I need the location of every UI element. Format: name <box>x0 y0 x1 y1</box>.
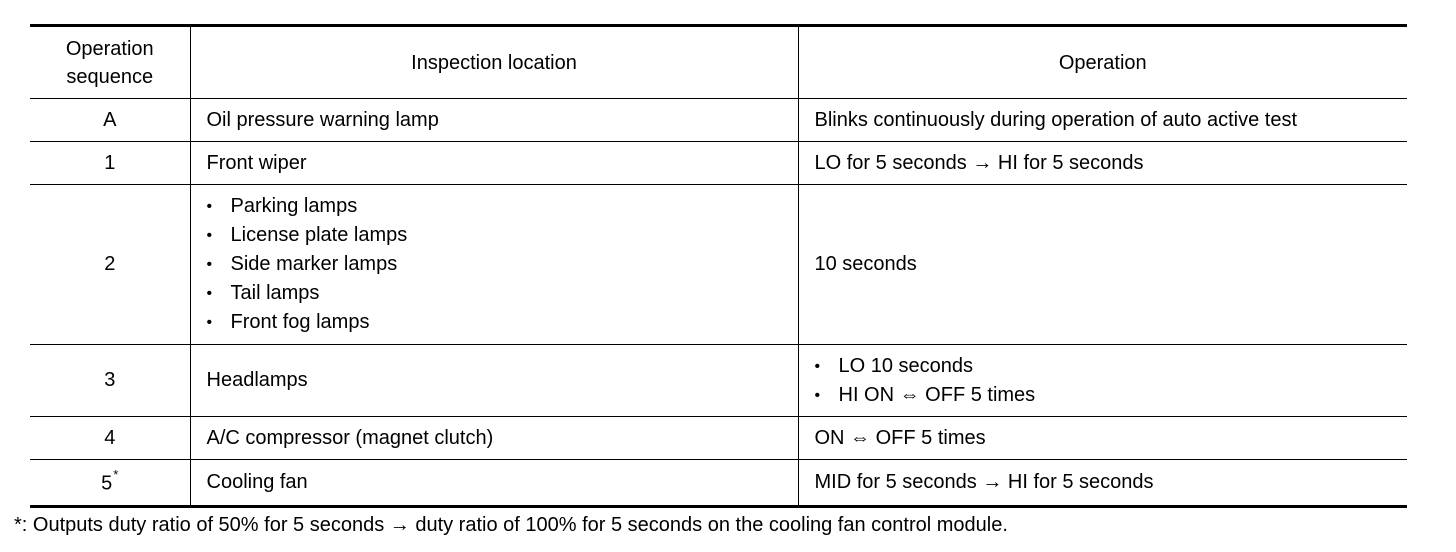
table-row <box>30 460 1407 507</box>
list-item: • Side marker lamps <box>207 250 798 279</box>
list-item: • HI ON ⇔ OFF 5 times <box>815 381 1408 410</box>
sequence-cell: 2 <box>30 185 190 345</box>
table-header-row <box>30 26 1407 99</box>
sequence-value: 5 <box>101 472 113 495</box>
location-cell: Front wiper <box>190 142 798 185</box>
header-operation-sequence-line1: Operation <box>65 37 154 60</box>
table-row <box>30 185 1407 345</box>
sequence-cell: 3 <box>30 345 190 417</box>
operation-cell: 10 seconds <box>798 185 1407 345</box>
header-operation: Operation <box>798 26 1407 99</box>
operation-cell: ON ⇔ OFF 5 times <box>798 417 1407 460</box>
location-bullet-list <box>207 192 798 337</box>
sequence-cell <box>30 460 190 507</box>
footnote-marker: * <box>113 466 119 482</box>
header-operation-sequence-line2: sequence <box>66 65 154 88</box>
list-item: • Front fog lamps <box>207 308 798 337</box>
operation-sequence-table <box>30 24 1407 508</box>
header-operation-sequence <box>30 26 190 99</box>
header-inspection-location: Inspection location <box>190 26 798 99</box>
list-item: • LO 10 seconds <box>815 352 1408 381</box>
operation-cell <box>798 345 1407 417</box>
list-item: • License plate lamps <box>207 221 798 250</box>
location-cell: Oil pressure warning lamp <box>190 99 798 142</box>
list-item: • Parking lamps <box>207 192 798 221</box>
location-cell: Headlamps <box>190 345 798 417</box>
table-row <box>30 142 1407 185</box>
sequence-cell: A <box>30 99 190 142</box>
operation-cell: Blinks continuously during operation of auto active test <box>798 99 1407 142</box>
table-row <box>30 345 1407 417</box>
sequence-cell: 1 <box>30 142 190 185</box>
location-cell <box>190 185 798 345</box>
footnote: *: Outputs duty ratio of 50% for 5 seconds → duty ratio of 100% for 5 seconds on the cooling fan control module. <box>14 514 1008 536</box>
table-row <box>30 417 1407 460</box>
operation-cell: MID for 5 seconds → HI for 5 seconds <box>798 460 1407 507</box>
operation-bullet-list <box>815 352 1408 410</box>
sequence-cell: 4 <box>30 417 190 460</box>
list-item: • Tail lamps <box>207 279 798 308</box>
location-cell: A/C compressor (magnet clutch) <box>190 417 798 460</box>
operation-cell: LO for 5 seconds → HI for 5 seconds <box>798 142 1407 185</box>
table-row <box>30 99 1407 142</box>
location-cell: Cooling fan <box>190 460 798 507</box>
